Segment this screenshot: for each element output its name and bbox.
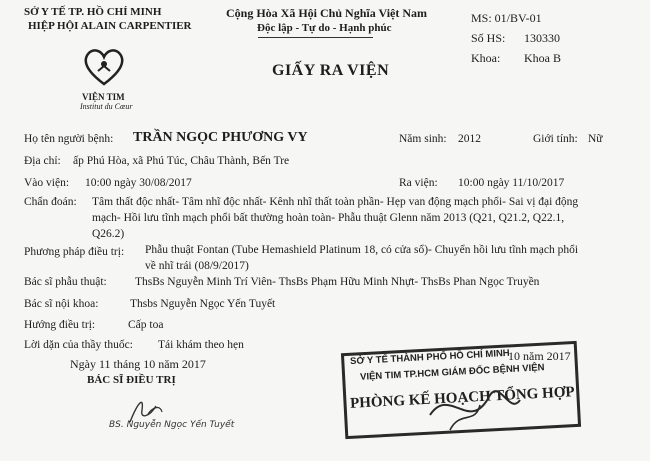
advice-label: Lời dặn của thầy thuốc: bbox=[24, 339, 133, 351]
form-code: MS: 01/BV-01 bbox=[471, 11, 542, 25]
admission-label: Vào viện: bbox=[24, 177, 70, 189]
discharge-label: Ra viện: bbox=[399, 177, 438, 189]
record-number-label: Số HS: bbox=[471, 31, 506, 45]
address-value: ấp Phú Hòa, xã Phú Túc, Châu Thành, Bến Tre bbox=[73, 155, 290, 167]
birth-year: 2012 bbox=[458, 133, 481, 145]
direction-label: Hướng điều trị: bbox=[24, 319, 96, 331]
stamp-line-3: PHÒNG KẾ HOẠCH TỔNG HỢP bbox=[349, 384, 575, 412]
surgeon-value: ThsBs Nguyễn Minh Trí Viên- ThsBs Phạm Hữu Minh Nhựt- ThsBs Phan Ngọc Truyền bbox=[135, 276, 540, 288]
doctor-signature-name: BS. Nguyễn Ngọc Yến Tuyết bbox=[109, 420, 235, 430]
diagnosis-line-3: Q26.2) bbox=[92, 228, 125, 240]
record-number: 130330 bbox=[524, 31, 560, 45]
surgeon-label: Bác sĩ phẫu thuật: bbox=[24, 276, 107, 288]
document-title: GIẤY RA VIỆN bbox=[272, 62, 390, 79]
address-label: Địa chỉ: bbox=[24, 155, 61, 167]
ward-label: Khoa: bbox=[471, 51, 501, 65]
internist-value: Thsbs Nguyễn Ngọc Yến Tuyết bbox=[130, 298, 276, 310]
national-title: Cộng Hòa Xã Hội Chủ Nghĩa Việt Nam bbox=[226, 6, 428, 20]
national-motto: Độc lập - Tự do - Hạnh phúc bbox=[257, 22, 392, 34]
direction-value: Cấp toa bbox=[128, 319, 164, 331]
treatment-line-2: về nhĩ trái (08/9/2017) bbox=[145, 260, 249, 272]
patient-name: TRẦN NGỌC PHƯƠNG VY bbox=[133, 130, 308, 145]
internist-label: Bác sĩ nội khoa: bbox=[24, 298, 99, 310]
director-signature-icon bbox=[420, 375, 530, 445]
gender-value: Nữ bbox=[588, 133, 603, 145]
discharge-value: 10:00 ngày 11/10/2017 bbox=[458, 177, 565, 189]
patient-name-label: Họ tên người bệnh: bbox=[24, 133, 114, 145]
stamp-line-2: VIỆN TIM TP.HCM GIÁM ĐỐC BỆNH VIỆN bbox=[359, 362, 545, 383]
treating-doctor-title: BÁC SĨ ĐIỀU TRỊ bbox=[87, 374, 176, 386]
gender-label: Giới tính: bbox=[533, 133, 578, 145]
motto-underline bbox=[258, 37, 373, 38]
treatment-line-1: Phẫu thuật Fontan (Tube Hemashield Platinum 18, có cửa sổ)- Chuyển hồi lưu tĩnh mạch phổi bbox=[145, 244, 579, 256]
diagnosis-line-2: mạch- Hồi lưu tĩnh mạch phổi bất thường hoàn toàn- Phẫu thuật Glenn năm 2013 (Q21, Q21.2, Q22.1, bbox=[92, 212, 565, 224]
diagnosis-line-1: Tâm thất độc nhất- Tâm nhĩ độc nhất- Kênh nhĩ thất toàn phần- Hẹp van động mạch phổi- Sai vị đại động bbox=[92, 196, 579, 208]
signing-date: Ngày 11 tháng 10 năm 2017 bbox=[70, 357, 206, 371]
ward-value: Khoa B bbox=[524, 51, 561, 65]
birth-year-label: Năm sinh: bbox=[399, 133, 447, 145]
advice-value: Tái khám theo hẹn bbox=[158, 339, 244, 351]
signing-date-right: 10 năm 2017 bbox=[508, 349, 571, 363]
doctor-signature-icon bbox=[90, 392, 220, 440]
diagnosis-label: Chẩn đoán: bbox=[24, 196, 77, 208]
treatment-method-label: Phương pháp điều trị: bbox=[24, 246, 125, 258]
stamp-line-1: SỞ Y TẾ THÀNH PHỐ HỒ CHÍ MINH bbox=[349, 347, 510, 368]
logo-subtext: Institut du Cœur bbox=[80, 102, 133, 111]
admission-value: 10:00 ngày 30/08/2017 bbox=[85, 177, 192, 189]
association-name: HIỆP HỘI ALAIN CARPENTIER bbox=[28, 20, 192, 32]
department-name: SỞ Y TẾ TP. HỒ CHÍ MINH bbox=[24, 6, 162, 18]
heart-logo-icon bbox=[80, 44, 128, 88]
logo-text: VIỆN TIM bbox=[82, 92, 125, 102]
